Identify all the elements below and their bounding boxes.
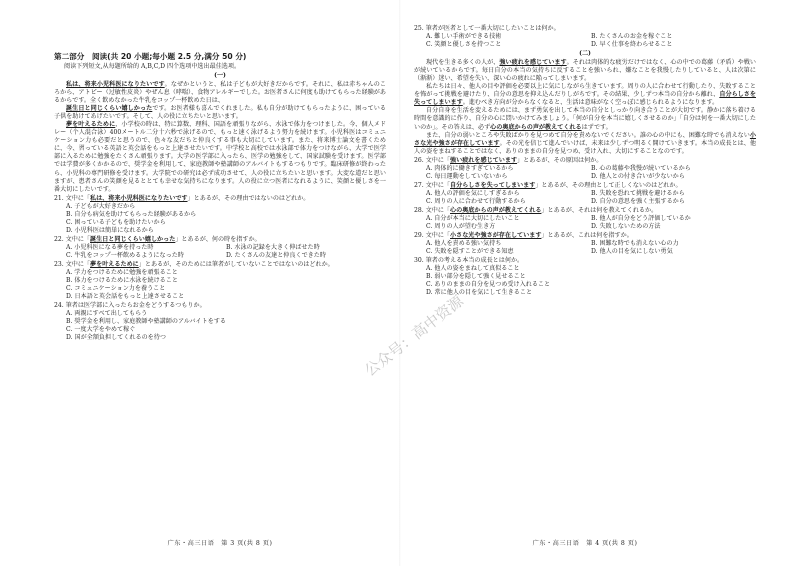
question-stem-text: 」とあるが、何の時を指すか。 (175, 235, 261, 243)
underlined-phrase: 小さな光や強さが存在しています (414, 131, 756, 147)
paragraph-text: 。進むべき方向が分からなくなると、生活は意味がなく空っぽに感じられるようになります。 (462, 99, 719, 107)
question-item (414, 232, 756, 256)
passage-paragraph (414, 83, 756, 107)
question-stem-text: 26. 文中に「 (414, 156, 451, 164)
underlined-phrase: 夢を叶えるために (66, 121, 116, 129)
page-4 (400, 0, 800, 566)
question-stem-text: 30. 筆者の考える本当の成長とは何か。 (414, 257, 524, 265)
answer-option: A. 他人の評価を気にしすぎるから (426, 189, 520, 197)
answer-option: D. 他人との付き合いが少ないから (591, 172, 685, 180)
underlined-phrase: 自分らしさを失ってしまいます (450, 181, 536, 189)
question-stem-text: 」とあるが、それは何を教えてくれるか。 (541, 206, 658, 214)
question-list-top (414, 25, 756, 49)
question-stem-text: 25. 筆者が医者として一番大切にしたいことは何か。 (414, 25, 560, 32)
paragraph-text: です。お医者様も喜んでくれました。私も自分が助けてもらったように、困っている子供を助けてあげたいです。そして、人の役に立ちたいと思います。 (54, 105, 387, 121)
underlined-phrase: 自分らしさを失ってしまいます (414, 91, 756, 107)
question-list-2 (414, 157, 756, 298)
answer-option: D. 他人の目を気にしない勇気 (591, 248, 673, 256)
answer-option: D. 自分の意思を強く主張するから (591, 197, 685, 205)
underlined-phrase: 私は、将来小児科医になりたいです (66, 81, 165, 88)
underlined-phrase: 心の奥底からの声が教えてくれる (450, 206, 542, 214)
answer-option: B. 奨学金を利用し、家庭教師や塾講師のアルバイトをする (66, 318, 227, 326)
paragraph-text: 。それは肉体的な疲労だけではなく、心の中での葛藤（矛盾）や戦いが続いているからです。毎日自分の本当の気持ちに反することを強いられ、嫌なことを我慢したりしていると、人は次第に（渐渐）迷い、希望を失い、深い心の疲れに陥ってしまいます。 (414, 59, 757, 83)
answer-option: A. 小児科医になる夢を持った時 (66, 243, 154, 251)
answer-options (54, 310, 386, 342)
answer-option: C. 失敗を隠すことができる知恵 (426, 248, 514, 256)
paragraph-text: 。その光を信じて進んでいけば、未来は少しずつ明るく開けていきます。本当の成長とは、他人の姿をまねすることではなく、ありのままの自分を見つめ、受け入れ、大切にすることなのです。 (414, 139, 757, 155)
answer-option: A. 自分が本当に大切にしたいこと (426, 215, 520, 223)
paragraph-text: また、自分の弱いところや失敗ばかりを見つめて自分を責めないでください。誰の心の中にも、困難な時でも消えない (426, 131, 750, 139)
underlined-phrase: 小さな光や強さが存在しています (450, 232, 542, 240)
question-item (414, 25, 756, 49)
answer-option: B. 他人が自分をどう評価しているか (591, 215, 691, 223)
answer-option: A. 肉体的に働きすぎているから (426, 164, 514, 172)
question-item (414, 257, 756, 297)
question-stem (414, 182, 756, 190)
section-title: 第二部分 阅读(共 20 小题;每小题 2.5 分,满分 50 分) (54, 52, 247, 61)
question-item (54, 302, 386, 342)
answer-option: B. 心の葛藤や我慢が続いているから (591, 164, 691, 172)
question-stem-text: 」とあるが、これは何を指すか。 (541, 232, 633, 240)
passage-1 (54, 81, 386, 194)
answer-options (414, 265, 756, 297)
answer-option: B. たくさんのお金を稼ぐこと (591, 33, 673, 41)
answer-option: B. 水泳の記録を大きく伸ばせた時 (226, 243, 320, 251)
answer-option: C. 毎日運動をしていないから (426, 172, 508, 180)
question-item (54, 261, 386, 301)
answer-option: D. 早く仕事を終わらせること (591, 41, 673, 49)
answer-option: C. コミュニケーション力を養うこと (66, 285, 166, 293)
paragraph-text: 現代を生きる多くの人が、 (426, 59, 500, 67)
answer-options (414, 190, 756, 206)
question-stem-text: 22. 文中に「 (54, 235, 91, 243)
question-item (54, 236, 386, 260)
question-item (414, 157, 756, 181)
answer-option: D. 失敗しないための方法 (591, 223, 661, 231)
answer-option: B. 自分も病気を助けてもらった経験があるから (66, 210, 197, 218)
answer-option: A. 学力をつけるために勉強を頑張ること (66, 269, 178, 277)
answer-option: C. 笑顔と優しさを持つこと (426, 41, 502, 49)
question-stem (414, 207, 756, 215)
answer-option: B. 失敗を恐れて挑戦を避けるから (591, 189, 685, 197)
answer-option: D. 常に他人の目を気にして生きること (426, 289, 533, 297)
question-stem-text: 23. 文中に「 (54, 261, 91, 269)
page-footer: 广东・高三日语 第 3 页(共 8 页) (167, 539, 273, 547)
question-stem-text: 21. 文中に「 (54, 194, 91, 202)
answer-option: A. 他人を責める強い気持ち (426, 240, 502, 248)
question-stem-text: 29. 文中に「 (414, 232, 451, 240)
answer-option: C. 周りの人が望む生き方 (426, 223, 496, 231)
question-stem-text: 」とあるが、そのためには筆者がしていないことではないのはどれか。 (138, 261, 334, 269)
answer-option: A. 子どもが大好きだから (66, 202, 136, 210)
passage-paragraph (54, 105, 386, 121)
question-stem (414, 25, 756, 33)
underlined-phrase: 強い疲れを感じています (499, 59, 567, 67)
question-stem-text: 28. 文中に「 (414, 206, 451, 214)
answer-option: D. 小児科医は簡単になれるから (66, 226, 154, 234)
question-stem (414, 232, 756, 240)
answer-options (414, 215, 756, 231)
answer-options (54, 244, 386, 260)
question-stem (414, 157, 756, 165)
answer-option: C. ありのままの自分を見つめ受け入れること (426, 281, 551, 289)
passage-paragraph (414, 59, 756, 83)
underlined-phrase: 誕生日と同じくらい嬉しかった (90, 235, 176, 243)
question-item (414, 207, 756, 231)
question-stem-text: 」とあるが、その理由として正しくないのはどれか。 (535, 181, 682, 189)
underlined-phrase: 私は、将来小児科医になりたいです (90, 194, 188, 202)
paragraph-text: 。なぜかというと、私は子どもが大好きだからです。それに、私は赤ちゃんのころから、アトピー（过敏性皮炎）やぜん息（哮喘）、食物アレルギーでした。お医者さんに何度も助けてもらった経験があるからです。全く飲めなかった牛乳をコップ一杯飲めた日は、 (54, 81, 387, 105)
answer-option: A. 他人の姿をまねして真似ること (426, 265, 520, 273)
answer-option: C. 牛乳をコップ一杯飲めるようになった時 (66, 251, 184, 259)
underlined-phrase: 心の奥底からの声が教えてくれる (490, 123, 582, 131)
underlined-phrase: 強い疲れを感じています (450, 156, 518, 164)
answer-options (414, 33, 756, 49)
answer-options (54, 203, 386, 235)
question-list-1 (54, 195, 386, 343)
paragraph-text: はずです。 (581, 123, 612, 131)
passage-paragraph (414, 107, 756, 131)
answer-option: C. 一度大学をやめて稼ぐ (66, 326, 136, 334)
question-stem (54, 261, 386, 269)
answer-option: C. 周りの人に合わせて行動するから (426, 197, 526, 205)
passage-2 (414, 59, 756, 156)
paragraph-text: 私たちは日々、他人の目や評価を必要以上に気にしながら生きています。周りの人に合わせて行動したり、失敗することを怖がって挑戦を避けたり、自分の意思を抑え込んだりしがちです。その結果、少しずつ本当の自分から離れ、 (414, 83, 756, 99)
question-stem-text: 27. 文中に「 (414, 181, 451, 189)
answer-option: A. 両親にすべて出してもらう (66, 310, 148, 318)
passage-paragraph (414, 132, 756, 156)
question-stem-text: 24. 筆者は医学部に入ったらお金をどうするつもりか。 (54, 302, 206, 310)
question-stem (54, 195, 386, 203)
question-stem-text: 」とあるが、その原因は何か。 (517, 156, 603, 164)
answer-option: D. 日本語と英会話をもっと上達させること (66, 293, 185, 301)
paragraph-text: 自分自身を生活を変えるためには、まず勇気を出して本当の自分としっかり向き合うことが大切です。静かに落ち着ける時間を意識的に作り、自分の心に問いかけてみましょう。「何が自分を本当に嬉しくさせるのか」「自分は何を一番大切にしたいのか」。その答えは、必ず (414, 107, 756, 131)
answer-option: D. たくさんの友達と仲良くできた時 (226, 251, 326, 259)
answer-option: B. 体力をつけるために水泳を続けること (66, 277, 178, 285)
answer-options (54, 269, 386, 301)
answer-option: C. 困っている子どもを助けたいから (66, 218, 166, 226)
passage-1-title: (一) (214, 72, 226, 79)
question-item (54, 195, 386, 235)
page-footer: 广东・高三日语 第 4 页(共 8 页) (532, 539, 638, 547)
answer-option: D. 国が全額負担してくれるのを待つ (66, 334, 166, 342)
underlined-phrase: 誕生日と同じくらい嬉しかった (66, 105, 153, 113)
question-stem-text: 」とあるが、その理由ではないのはどれか。 (187, 194, 310, 202)
paragraph-text: 、小学校の時は、特に算数、理科、国語を頑張りながら、水泳で体力をつけました。今、個人メドレー（个人混合泳）400メートル二分十六秒で泳げるので、もっと速く泳げるよう努力を続けます。小児科医はコミュニケーション力も必要だと思うので、色々な友だちと仲良くする事も大切にしています。また、将来博士論文を書くために、今、習っている英語と英会話をもっと上達させたいです。中学校と高校では水泳部で体力をつけながら、大学で医学部に入るために勉強をたくさん頑張ります。大学の医学部に入ったら、医学の勉強をして、国家試験を受けます。医学部では学費が多くかかるので、奨学金を利用して、家庭教師や塾講師のアルバイトもするつもりです。臨床研修が終わったら、小児科の専門研修を受けます。大学院での研究は必ず成功させて、人の役に立ちたいと思います。大変な道だと思いますが、患者さんの笑顔を見るととても幸せな気持ちになります。人の役に立つ医者になれるように、笑顔と優しさを一番大切にしたいです。 (54, 121, 387, 193)
answer-option: B. 困難な時でも消えない心の力 (591, 240, 679, 248)
answer-options (414, 165, 756, 181)
instruction-text: 阅读下列短文,从每题所给的 A,B,C,D 四个选项中选出最佳选项。 (64, 63, 241, 70)
underlined-phrase: 夢を叶えるために (90, 261, 139, 269)
answer-options (414, 240, 756, 256)
passage-paragraph (54, 81, 386, 105)
answer-option: A. 難しい手術ができる技術 (426, 33, 502, 41)
answer-option: B. 弱い部分を隠して強く見せること (426, 273, 526, 281)
watermark-text: 公众号：高中资源 (361, 291, 467, 380)
passage-2-title: (二) (579, 50, 591, 58)
question-item (414, 182, 756, 206)
passage-paragraph (54, 121, 386, 193)
question-stem (54, 236, 386, 244)
